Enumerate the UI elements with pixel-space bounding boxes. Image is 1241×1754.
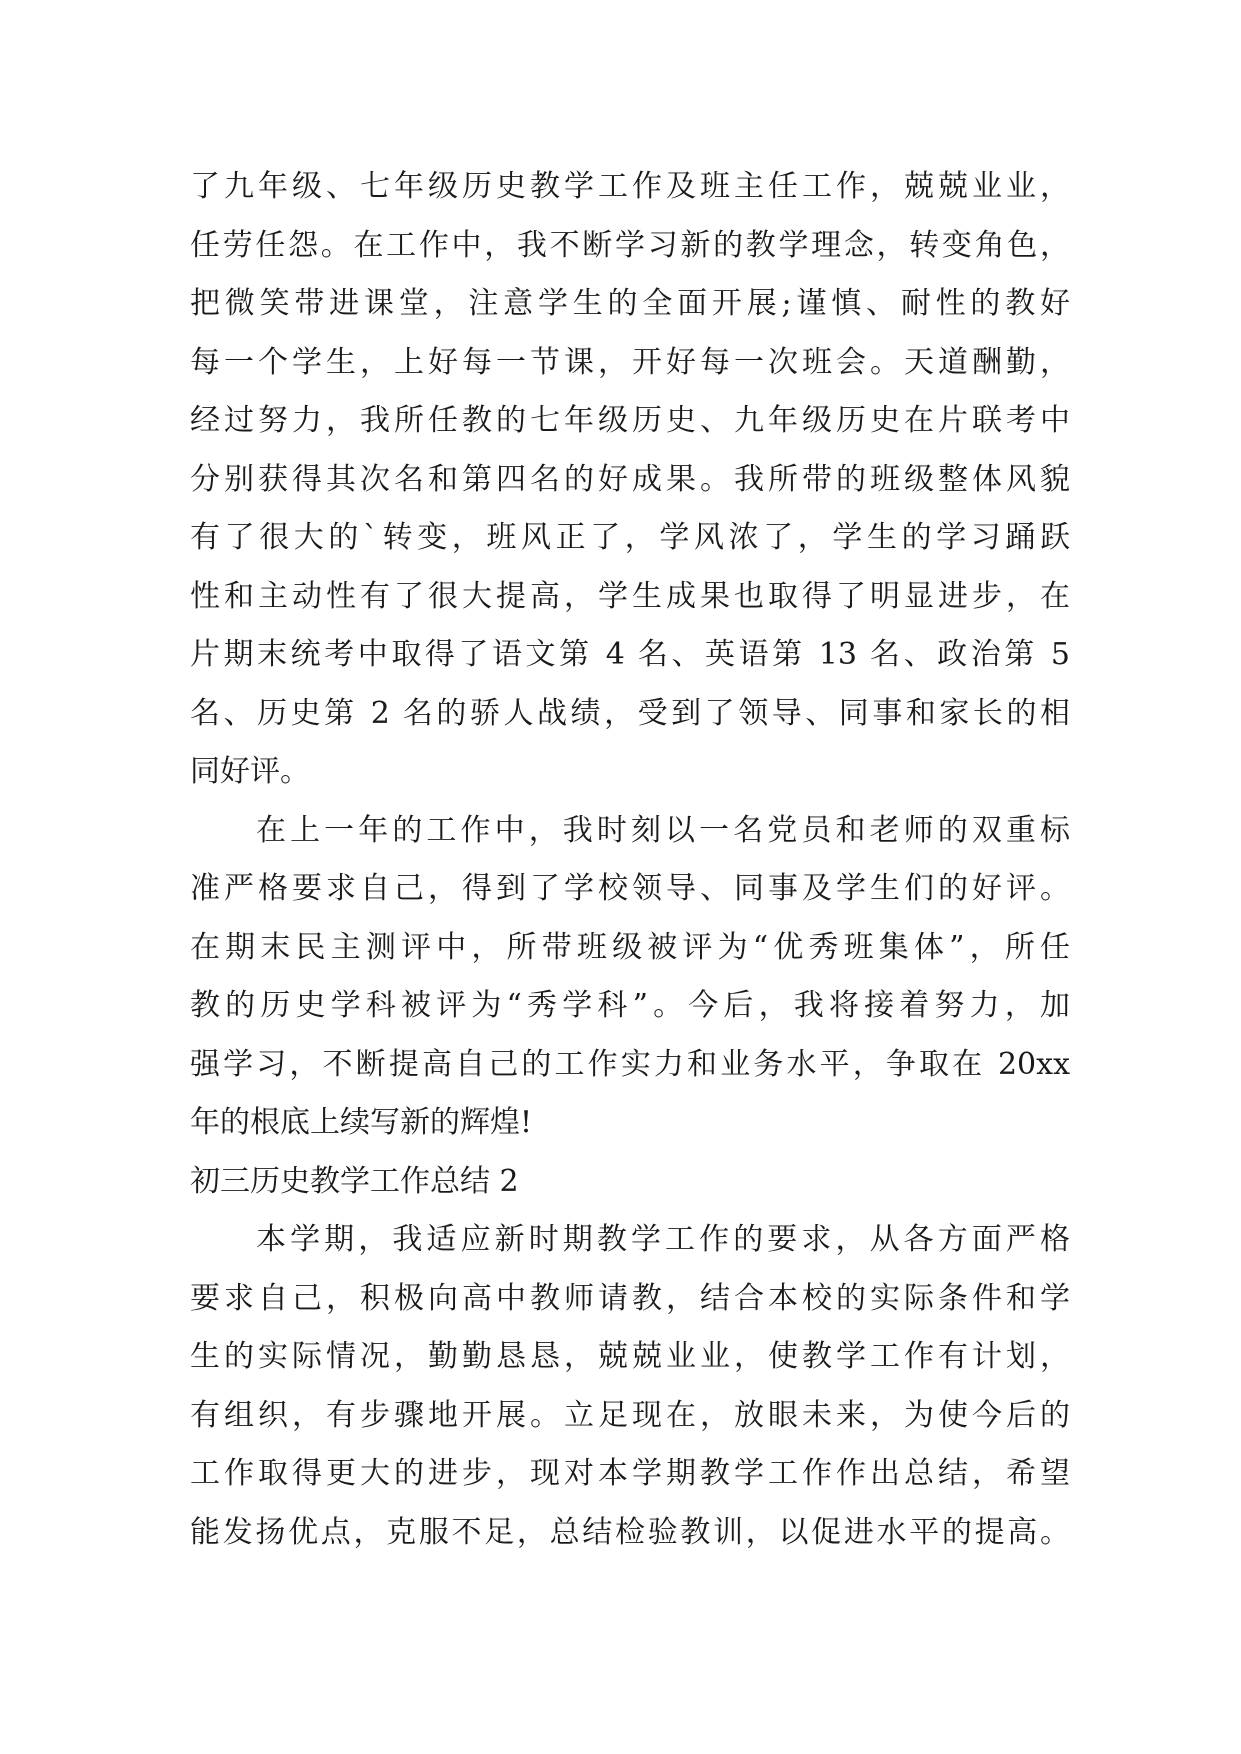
text-line: 有组织，有步骤地开展。立足现在，放眼未来，为使今后的 [190, 1397, 1070, 1433]
text-line: 工作取得更大的进步，现对本学期教学工作作出总结，希望 [190, 1456, 1070, 1491]
text-line: 教的历史学科被评为“秀学科”。今后，我将接着努力，加 [190, 988, 1070, 1023]
text-line: 把微笑带进课堂，注意学生的全面开展;谨慎、耐性的教好 [190, 286, 1070, 321]
text-line: 本学期，我适应新时期教学工作的要求，从各方面严格 [256, 1222, 1070, 1257]
text-line: 名、历史第 2 名的骄人战绩，受到了领导、同事和家长的相 [190, 695, 1070, 731]
document-body [190, 158, 1070, 1562]
text-line: 分别获得其次名和第四名的好成果。我所带的班级整体风貌 [190, 461, 1070, 497]
text-line: 生的实际情况，勤勤恳恳，兢兢业业，使教学工作有计划， [190, 1339, 1070, 1374]
text-line: 强学习，不断提高自己的工作实力和业务水平，争取在 20xx [190, 1046, 1070, 1082]
paragraph-2 [190, 802, 1070, 1153]
text-line: 在上一年的工作中，我时刻以一名党员和老师的双重标 [256, 812, 1070, 848]
text-line: 片期末统考中取得了语文第 4 名、英语第 13 名、政治第 5 [190, 637, 1070, 672]
text-line: 年的根底上续写新的辉煌! [190, 1105, 533, 1140]
text-line: 在期末民主测评中，所带班级被评为“优秀班集体”，所任 [190, 929, 1070, 965]
text-line: 能发扬优点，克服不足，总结检验教训，以促进水平的提高。 [190, 1514, 1070, 1550]
text-line: 要求自己，积极向高中教师请教，结合本校的实际条件和学 [190, 1280, 1070, 1316]
paragraph-3 [190, 1211, 1070, 1562]
text-line: 准严格要求自己，得到了学校领导、同事及学生们的好评。 [190, 871, 1070, 906]
text-line: 每一个学生，上好每一节课，开好每一次班会。天道酬勤， [190, 344, 1070, 380]
section-heading: 初三历史教学工作总结 2 [190, 1163, 519, 1199]
text-line: 同好评。 [190, 754, 310, 789]
text-line: 性和主动性有了很大提高，学生成果也取得了明显进步，在 [190, 578, 1070, 614]
text-line: 有了很大的`转变，班风正了，学风浓了，学生的学习踊跃 [190, 520, 1070, 555]
text-line: 任劳任怨。在工作中，我不断学习新的教学理念，转变角色， [190, 227, 1070, 263]
text-line: 经过努力，我所任教的七年级历史、九年级历史在片联考中 [190, 403, 1070, 438]
text-line: 了九年级、七年级历史教学工作及班主任工作，兢兢业业， [190, 169, 1070, 204]
paragraph-1 [190, 158, 1070, 802]
